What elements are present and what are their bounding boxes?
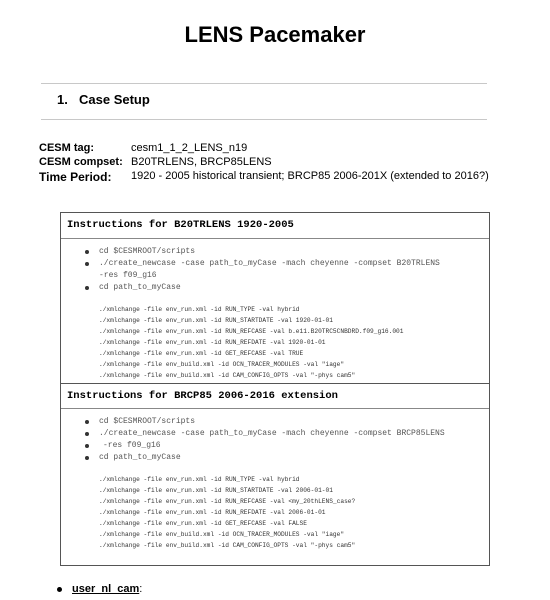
bullet-text: cd path_to_myCase [99, 283, 181, 292]
list-item [85, 259, 440, 268]
command-line: ./xmlchange -file env_run.xml -id RUN_REFCASE -val b.e11.B20TRC5CNBDRD.f09_g16.001 [99, 328, 404, 335]
command-line: ./xmlchange -file env_build.xml -id OCN_TRACER_MODULES -val "iage" [99, 531, 345, 538]
bullet-text: cd $CESMROOT/scripts [99, 247, 196, 256]
list-item [85, 283, 181, 292]
bullet-icon [85, 420, 89, 424]
command-line: ./xmlchange -file env_run.xml -id GET_REFCASE -val TRUE [99, 350, 304, 357]
command-line: ./xmlchange -file env_run.xml -id RUN_TYPE -val hybrid [99, 476, 300, 483]
list-item [85, 417, 195, 426]
bullet-text: ./create_newcase -case path_to_myCase -mach cheyenne -compset BRCP85LENS [99, 429, 445, 438]
bullet-icon [85, 286, 89, 290]
command-line: ./xmlchange -file env_run.xml -id RUN_STARTDATE -val 1920-01-01 [99, 317, 333, 324]
cesm-compset-value: B20TRLENS, BRCP85LENS [131, 156, 272, 168]
list-item [85, 247, 195, 256]
list-item [85, 453, 181, 462]
bullet-text: cd $CESMROOT/scripts [99, 417, 196, 426]
bullet-icon [85, 250, 89, 254]
bullet-icon [85, 444, 89, 448]
user-nl-cam-suffix: : [139, 583, 143, 595]
command-line: ./xmlchange -file env_build.xml -id OCN_TRACER_MODULES -val "iage" [99, 361, 345, 368]
bullet-icon [57, 587, 62, 592]
bullet-icon [85, 262, 89, 266]
section-title: Case Setup [79, 92, 150, 107]
command-line: ./xmlchange -file env_run.xml -id RUN_TYPE -val hybrid [99, 306, 300, 313]
bullet-continuation: -res f09_g16 [99, 271, 157, 280]
list-item [85, 441, 161, 450]
user-nl-cam-label: user_nl_cam [72, 583, 140, 595]
section-number: 1. [57, 92, 68, 107]
bullet-text: ./create_newcase -case path_to_myCase -mach cheyenne -compset B20TRLENS [99, 259, 440, 268]
time-period-value: 1920 - 2005 historical transient; BRCP85 2006-201X (extended to 2016?) [131, 170, 489, 182]
cesm-tag-label: CESM tag: [39, 142, 94, 154]
command-line: ./xmlchange -file env_build.xml -id CAM_CONFIG_OPTS -val "-phys cam5" [99, 372, 356, 379]
instructions-header: Instructions for BRCP85 2006-2016 extension [61, 383, 489, 409]
time-period-label: Time Period: [39, 170, 112, 184]
section-bottom-rule [41, 119, 487, 120]
command-line: ./xmlchange -file env_build.xml -id CAM_CONFIG_OPTS -val "-phys cam5" [99, 542, 356, 549]
instructions-header: Instructions for B20TRLENS 1920-2005 [61, 213, 489, 239]
bullet-text: cd path_to_myCase [99, 453, 181, 462]
bullet-text: -res f09_g16 [103, 441, 161, 450]
bullet-icon [85, 456, 89, 460]
cesm-compset-label: CESM compset: [39, 156, 123, 168]
section-top-rule [41, 83, 487, 84]
cesm-tag-value: cesm1_1_2_LENS_n19 [131, 142, 248, 154]
instructions-box-brcp85 [60, 384, 490, 566]
command-line: ./xmlchange -file env_run.xml -id GET_REFCASE -val FALSE [99, 520, 307, 527]
list-item [85, 429, 445, 438]
instructions-box-b20trlens [60, 212, 490, 384]
section-heading [57, 92, 150, 107]
document-title: LENS Pacemaker [184, 22, 366, 47]
bullet-icon [85, 432, 89, 436]
command-line: ./xmlchange -file env_run.xml -id RUN_REFDATE -val 1920-01-01 [99, 339, 326, 346]
command-line: ./xmlchange -file env_run.xml -id RUN_REFCASE -val <my_20thLENS_case? [99, 498, 356, 505]
user-nl-cam-item [57, 583, 142, 595]
command-line: ./xmlchange -file env_run.xml -id RUN_REFDATE -val 2006-01-01 [99, 509, 326, 516]
command-line: ./xmlchange -file env_run.xml -id RUN_STARTDATE -val 2006-01-01 [99, 487, 333, 494]
